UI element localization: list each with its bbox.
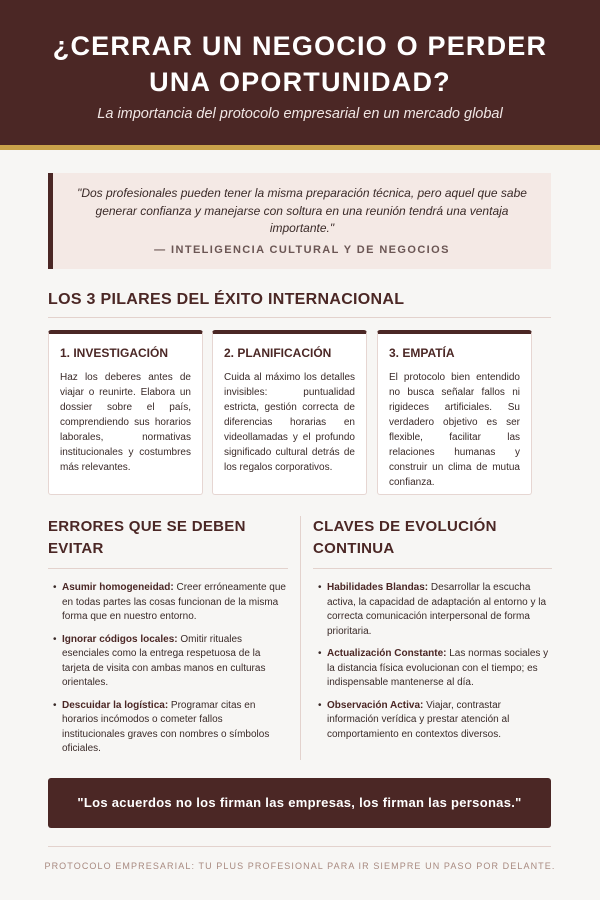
pillar-card-planificacion	[212, 330, 367, 495]
item-text: Viajar, contrastar información verídica y prestar atención al comportamiento en contextos diversos.	[327, 699, 510, 740]
intro-quote-text: "Dos profesionales pueden tener la misma preparación técnica, pero aquel que sabe generar confianza y manejarse con soltura en una reunión tendrá una ventaja importante."	[77, 186, 527, 235]
bullet-icon: •	[53, 582, 57, 593]
list-item	[48, 699, 288, 757]
pillar-card-investigacion	[48, 330, 203, 495]
list-item	[313, 647, 552, 691]
item-label: Observación Activa:	[327, 699, 424, 711]
bullet-icon: •	[318, 582, 322, 593]
item-label: Descuidar la logística:	[62, 699, 169, 711]
bullet-icon: •	[318, 699, 322, 711]
item-text: Desarrollar la escucha activa, la capacidad de adaptación al entorno y la correcta comunicación interpersonal de forma prioritaria.	[327, 582, 547, 637]
item-label: Ignorar códigos locales:	[62, 633, 178, 645]
pillar-text: Cuida al máximo los detalles invisibles: puntualidad estricta, gestión correcta de diferencias horarias en videollamadas y el profundo significado cultural detrás de los regalos corporativos.	[224, 372, 355, 473]
errors-title: ERRORES QUE SE DEBEN EVITAR	[48, 516, 288, 569]
pillar-title: 2. PLANIFICACIÓN	[224, 346, 332, 360]
footer-text: PROTOCOLO EMPRESARIAL: TU PLUS PROFESIONAL PARA IR SIEMPRE UN PASO POR DELANTE.	[44, 861, 556, 871]
list-item	[313, 699, 552, 743]
bullet-icon: •	[53, 699, 57, 711]
page-subtitle: La importancia del protocolo empresarial en un mercado global	[97, 106, 503, 122]
footer-divider	[48, 846, 551, 847]
item-text: Omitir rituales esenciales como la entrega respetuosa de la tarjeta de visita con ambas manos en culturas orientales.	[62, 633, 266, 688]
pillar-title: 1. INVESTIGACIÓN	[60, 346, 169, 360]
item-text: Las normas sociales y la distancia física evolucionan con el tiempo; es indispensable mantenerse al día.	[327, 648, 549, 688]
keys-column	[300, 516, 552, 760]
item-label: Habilidades Blandas:	[327, 582, 429, 593]
bullet-icon: •	[318, 648, 322, 659]
errors-column	[48, 516, 288, 760]
pillar-text: Haz los deberes antes de viajar o reunirte. Elabora un dossier sobre el país, comprendiendo sus horarios laborales, normativas institucionales y costumbres más relevantes.	[60, 372, 191, 473]
errors-list	[48, 581, 288, 757]
intro-quote-author: — INTELIGENCIA CULTURAL Y DE NEGOCIOS	[154, 243, 450, 256]
intro-quote	[48, 173, 551, 269]
keys-list	[313, 581, 552, 742]
item-text: Programar citas en horarios incómodos o cometer fallos institucionales graves con nombres o símbolos oficiales.	[62, 699, 270, 754]
pillar-title: 3. EMPATÍA	[389, 346, 455, 360]
pillar-card-empatia	[377, 330, 532, 495]
item-text: Creer erróneamente que en todas partes las cosas funcionan de la misma forma que en nuestro entorno.	[62, 582, 286, 622]
pillar-text: El protocolo bien entendido no busca señalar fallos ni rigideces artificiales. Su verdadero objetivo es ser flexible, facilitar las relaciones humanas y construir un clima de mutua confianza.	[389, 372, 520, 488]
bullet-icon: •	[53, 633, 57, 645]
keys-title: CLAVES DE EVOLUCIÓN CONTINUA	[313, 516, 552, 569]
item-label: Actualización Constante:	[327, 648, 447, 659]
page-title: ¿CERRAR UN NEGOCIO O PERDER UNA OPORTUNIDAD?	[52, 31, 548, 97]
pillars-section-title: LOS 3 PILARES DEL ÉXITO INTERNACIONAL	[48, 291, 551, 318]
header-banner	[0, 0, 600, 150]
list-item	[48, 633, 288, 691]
closing-quote: "Los acuerdos no los firman las empresas, los firman las personas."	[48, 778, 551, 828]
list-item	[48, 581, 288, 625]
item-label: Asumir homogeneidad:	[62, 582, 174, 593]
list-item	[313, 581, 552, 639]
